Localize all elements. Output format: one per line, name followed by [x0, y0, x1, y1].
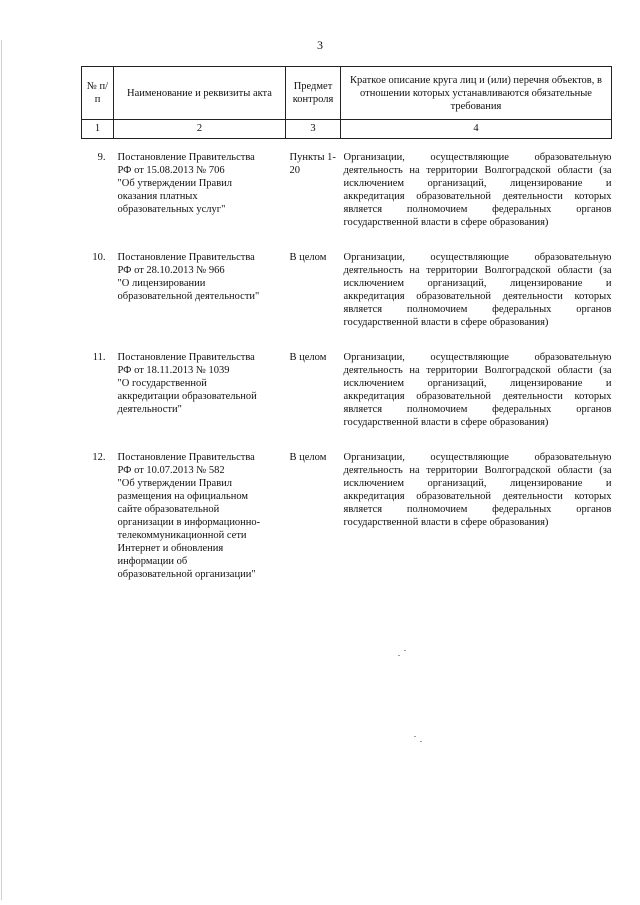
header-act-name: Наименование и реквизиты акта: [114, 67, 286, 120]
requirements-table: [81, 66, 612, 591]
column-number: 3: [286, 120, 341, 139]
table-row: [82, 339, 612, 439]
act-name: Постановление Правительства РФ от 28.10.2013 № 966 "О лицензировании образовательной деятельности": [117, 252, 260, 302]
header-number: № п/п: [82, 67, 114, 120]
control-subject: Пункты 1-20: [289, 152, 336, 176]
scan-speck: [398, 655, 400, 656]
act-name: Постановление Правительства РФ от 15.08.2013 № 706 "Об утверждении Правил оказания платных образовательных услуг": [117, 152, 255, 215]
subject-description: Организации, осуществляющие образовательную деятельность на территории Волгоградской области (за исключением организаций, лицензирование и аккредитация образовательной деятельности которых является полномочием федеральных органов государственной власти в сфере образования): [343, 152, 612, 228]
control-subject: В целом: [289, 252, 327, 263]
scan-speck: [420, 741, 422, 742]
subject-description: Организации, осуществляющие образовательную деятельность на территории Волгоградской области (за исключением организаций, лицензирование и аккредитация образовательной деятельности которых является полномочием федеральных органов государственной власти в сфере образования): [343, 452, 612, 528]
column-number: 1: [82, 120, 114, 139]
control-subject: В целом: [289, 452, 327, 463]
scan-edge-line: [1, 40, 2, 900]
subject-description: Организации, осуществляющие образовательную деятельность на территории Волгоградской области (за исключением организаций, лицензирование и аккредитация образовательной деятельности которых является полномочием федеральных органов государственной власти в сфере образования): [343, 352, 612, 428]
scan-speck: [414, 736, 416, 737]
table-row: [82, 239, 612, 339]
header-subject: Предмет контроля: [286, 67, 341, 120]
control-subject: В целом: [289, 352, 327, 363]
column-number: 4: [341, 120, 612, 139]
table-row: [82, 439, 612, 591]
subject-description: Организации, осуществляющие образовательную деятельность на территории Волгоградской области (за исключением организаций, лицензирование и аккредитация образовательной деятельности которых является полномочием федеральных органов государственной власти в сфере образования): [343, 252, 612, 328]
column-number-row: [82, 120, 612, 139]
table-row: [82, 139, 612, 240]
row-number: 11.: [92, 352, 106, 363]
scan-speck: [404, 650, 406, 651]
page-number: 3: [317, 38, 323, 52]
act-name: Постановление Правительства РФ от 18.11.2013 № 1039 "О государственной аккредитации образовательной деятельности": [117, 352, 257, 415]
column-number: 2: [114, 120, 286, 139]
table-header-row: [82, 67, 612, 120]
row-number: 12.: [92, 452, 106, 463]
act-name: Постановление Правительства РФ от 10.07.2013 № 582 "Об утверждении Правил размещения на официальном сайте образовательной организации в информационно- телекоммуникационной сети Интернет и обновления информации об образовательной организации": [117, 452, 261, 580]
row-number: 9.: [97, 152, 106, 163]
row-number: 10.: [92, 252, 106, 263]
header-description: Краткое описание круга лиц и (или) перечня объектов, в отношении которых устанавливаются обязательные требования: [341, 67, 612, 120]
